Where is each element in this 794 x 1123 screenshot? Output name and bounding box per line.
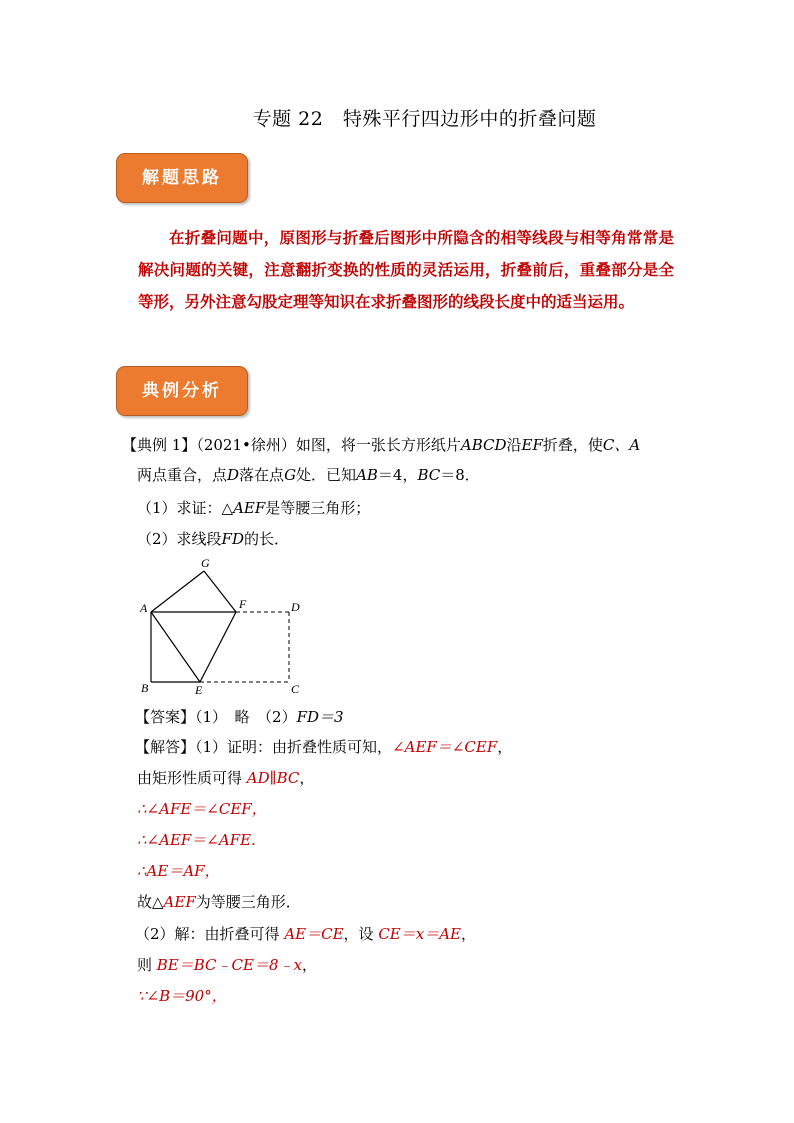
text: AD∥BC — [246, 769, 300, 787]
text: FD — [221, 530, 244, 548]
label-c: C — [291, 682, 300, 696]
solution-label: 【解答】 — [135, 738, 196, 756]
text: 处．已知 — [296, 466, 357, 484]
text: ，设 — [343, 925, 379, 943]
segment-gf — [204, 571, 236, 612]
folding-figure — [136, 555, 316, 700]
text: ， — [299, 769, 315, 787]
text: 折叠，使 — [542, 436, 603, 454]
text: ∠AEF＝∠CEF — [392, 738, 498, 756]
section-tag-example: 典例分析 — [116, 366, 248, 416]
label-f: F — [239, 597, 247, 611]
solution-line-9: ∵∠B＝90°， — [137, 987, 227, 1005]
text: （1）证明：由折叠性质可知， — [195, 738, 393, 756]
solution-line-5: ∴AE＝AF， — [137, 862, 220, 880]
label-d: D — [291, 600, 300, 614]
section-tag-method: 解题思路 — [116, 153, 248, 203]
example-line-1 — [122, 435, 640, 455]
text: D — [227, 466, 240, 484]
solution-line-6 — [137, 892, 301, 912]
text: 由矩形性质可得 — [137, 769, 247, 787]
text: （1）求证：△ — [137, 499, 234, 517]
text: （1） 略 （2） — [195, 708, 297, 726]
text: ＝8． — [440, 466, 480, 484]
text: ， — [497, 738, 513, 756]
text: ABCD — [460, 436, 507, 454]
text: BC — [417, 466, 441, 484]
text: AEF — [163, 893, 196, 911]
text: ， — [301, 956, 317, 974]
text: （2）解：由折叠可得 — [135, 925, 285, 943]
solution-line-7 — [135, 924, 476, 944]
label-a: A — [140, 601, 148, 615]
segment-ef — [200, 612, 236, 682]
text: BE＝BC﹣CE＝8﹣x — [156, 956, 302, 974]
example-sub-1 — [137, 498, 370, 518]
page-title: 专题 22 特殊平行四边形中的折叠问题 — [252, 108, 597, 130]
text: 沿 — [506, 436, 522, 454]
text: CE＝x＝AE — [378, 925, 461, 943]
solution-line-2 — [137, 768, 314, 788]
text: 两点重合，点 — [137, 466, 228, 484]
answer-line — [135, 707, 344, 727]
text: 如图，将一张长方形纸片 — [295, 436, 461, 454]
text: 是等腰三角形； — [265, 499, 371, 517]
text: 的长． — [243, 530, 289, 548]
example-label: 【典例 1】 — [122, 436, 197, 454]
text: C、A — [602, 436, 641, 454]
text: ， — [460, 925, 476, 943]
text: G — [284, 466, 297, 484]
segment-ae — [151, 612, 200, 682]
solution-line-1 — [135, 737, 512, 757]
solution-line-4: ∴∠AEF＝∠AFE． — [137, 831, 267, 849]
label-g: G — [201, 556, 210, 570]
label-b: B — [141, 681, 149, 695]
text: 落在点 — [239, 466, 285, 484]
text: 故△ — [137, 893, 164, 911]
text: AEF — [233, 499, 266, 517]
solution-line-8 — [137, 955, 317, 975]
solution-line-3: ∴∠AFE＝∠CEF， — [137, 800, 267, 818]
example-sub-2 — [137, 529, 289, 549]
text: EF — [521, 436, 543, 454]
example-source: （2021•徐州） — [196, 436, 296, 454]
text: 为等腰三角形． — [195, 893, 301, 911]
text: FD＝3 — [296, 708, 344, 726]
example-line-2 — [137, 465, 480, 485]
text: AB — [356, 466, 378, 484]
segment-ag — [151, 571, 204, 612]
label-e: E — [195, 683, 203, 697]
text: （2）求线段 — [137, 530, 222, 548]
intro-paragraph: 在折叠问题中，原图形与折叠后图形中所隐含的相等线段与相等角常常是解决问题的关键，注意翻折变换的性质的灵活运用，折叠前后，重叠部分是全等形，另外注意勾股定理等知识在求折叠图形的线段长度中的适当运用。 — [138, 228, 674, 311]
text: AE＝CE — [284, 925, 344, 943]
answer-label: 【答案】 — [135, 708, 196, 726]
text: 则 — [137, 956, 157, 974]
text: ＝4， — [377, 466, 418, 484]
